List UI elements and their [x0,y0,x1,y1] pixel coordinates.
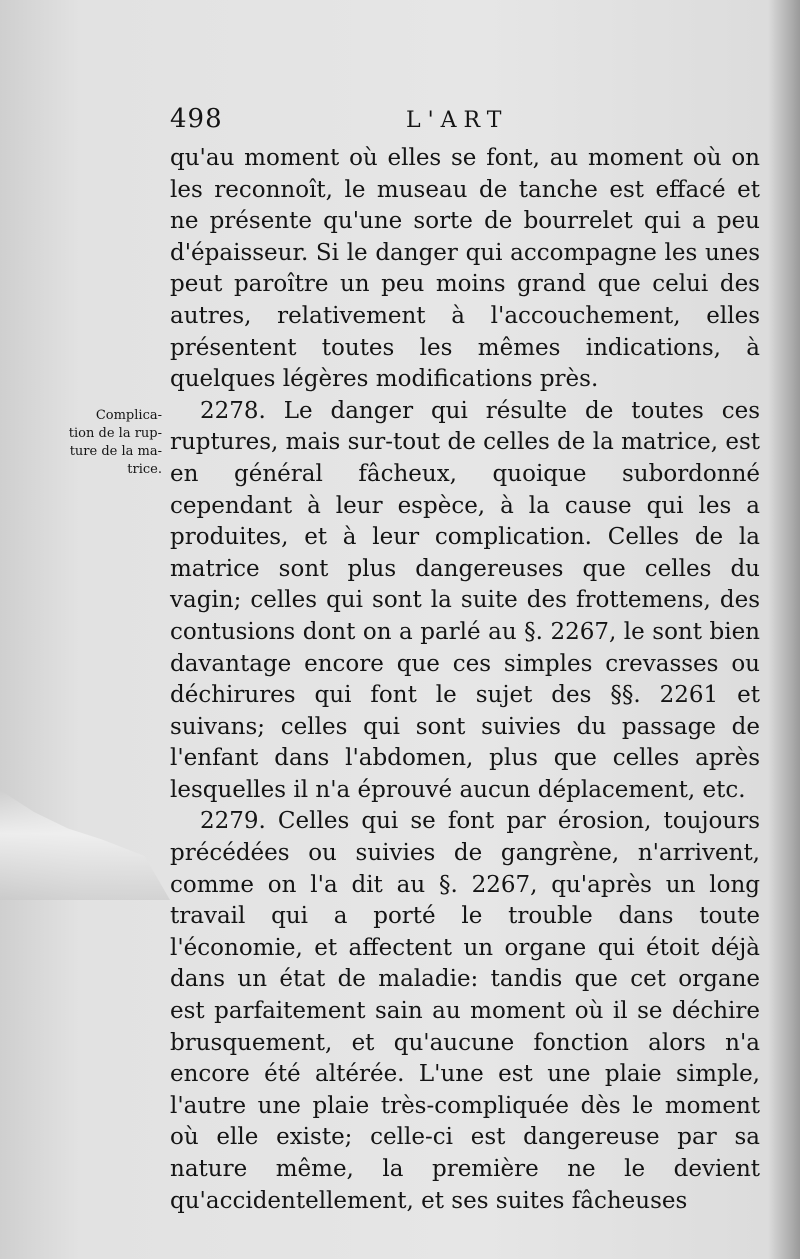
running-title: L'ART [406,108,509,133]
page-number: 498 [170,104,223,134]
body-text [170,143,760,1217]
torn-page-edge [0,790,170,900]
margin-note-line: Complica- [95,408,162,423]
margin-note-line: ture de la ma- [69,444,162,459]
paragraph-2279: 2279. Celles qui se font par érosion, toujours précédées ou suivies de gangrène, n'arrivent, comme on l'a dit au §. 2267, qu'après un long travail qui a porté le trouble dans toute l'économie, et affectent un organe qui étoit déjà dans un état de maladie: tandis que cet organe est parfaitement sain au moment où il se déchire brusquement, et qu'aucune fonction alors n'a encore été altérée. L'une est une plaie simple, l'autre une plaie très-compliquée dès le moment où elle existe; celle-ci est dangereuse par sa nature même, la première ne le devient qu'accidentellement, et ses suites fâcheuses [170,808,760,1214]
margin-note-line: trice. [127,462,162,477]
margin-note [52,407,162,479]
page-header [170,104,750,138]
paragraph-2278: 2278. Le danger qui résulte de toutes ces ruptures, mais sur-tout de celles de la matrice, est en général fâcheux, quoique subordonné cependant à leur espèce, à la cause qui les a produites, et à leur complication. Celles de la matrice sont plus dangereuses que celles du vagin; celles qui sont la suite des frottemens, des contusions dont on a parlé au §. 2267, le sont bien davantage encore que ces simples crevasses ou déchirures qui font le sujet des §§. 2261 et suivans; celles qui sont suivies du passage de l'enfant dans l'abdomen, plus que celles après lesquelles il n'a éprouvé aucun déplacement, etc. [170,397,760,803]
paragraph-continuation: qu'au moment où elles se font, au moment où on les reconnoît, le museau de tanche est effacé et ne présente qu'une sorte de bourrelet qui a peu d'épaisseur. Si le danger qui accompagne les unes peut paroître un peu moins grand que celui des autres, relativement à l'accouchement, elles présentent toutes les mêmes indications, à quelques légères modifications près. [170,145,760,393]
margin-note-line: tion de la rup- [68,426,162,441]
